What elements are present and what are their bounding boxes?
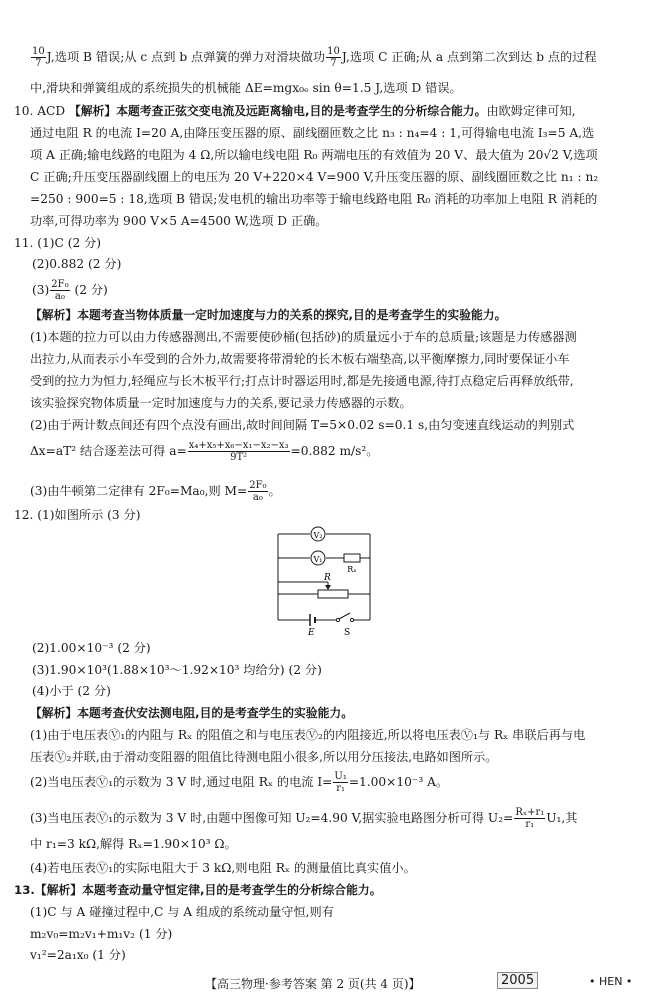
v1-label: V₁	[313, 555, 323, 564]
text-line: (1)C 与 A 碰撞过程中,C 与 A 组成的系统动量守恒,则有	[30, 905, 334, 919]
question-11-answer-3: (3) $\frac{\text{2F₀}}{\text{a₀}}$ (2 分)	[32, 279, 108, 302]
text-line: 中 r₁=3 kΩ,解得 Rₓ=1.90×10³ Ω。	[30, 837, 237, 851]
question-13-heading: 13.【解析】本题考查动量守恒定律,目的是考查学生的分析综合能力。	[14, 883, 382, 897]
text-line: 通过电阻 R 的电流 I=20 A,由降压变压器的原、副线圈匝数之比 n₃ : n₄=4 : 1,可得输电电流 I₃=5 A,选	[30, 126, 595, 140]
footer-title: 【高三物理·参考答案 第 2 页(共 4 页)】	[205, 977, 421, 991]
analysis-heading: 【解析】本题考查当物体质量一定时加速度与力的关系的探究,目的是考查学生的实验能力。	[30, 308, 507, 322]
question-11-answer-1: 11. (1)C (2 分)	[14, 236, 102, 250]
text-line: =250 : 900=5 : 18,选项 B 错误;发电机的输出功率等于输电线路电阻 R₀ 消耗的功率加上电阻 R 消耗的	[30, 192, 598, 206]
text-line: 受到的拉力为恒力,轻绳应与长木板平行;打点计时器运用时,都是先接通电源,待打点稳定后再释放纸带,	[30, 374, 574, 388]
v2-label: V₂	[313, 531, 323, 540]
question-12-answer-1: 12. (1)如图所示 (3 分)	[14, 508, 141, 522]
footer-hen: • HEN •	[589, 975, 633, 988]
text-line: (4)若电压表Ⓥ₁的实际电阻大于 3 kΩ,则电阻 Rₓ 的测量值比真实值小。	[30, 861, 416, 875]
text-line: (2)当电压表Ⓥ₁的示数为 3 V 时,通过电阻 Rₓ 的电流 I= $\frac{\text{U₁}}{\text{r₁}}$ =1.00×10⁻³ A。	[30, 771, 449, 794]
fraction: $\frac{10}{7}$	[32, 46, 45, 69]
text-line: (1)本题的拉力可以由力传感器测出,不需要使砂桶(包括砂)的质量远小于车的总质量;该题是力传感器测	[30, 330, 577, 344]
text-line: (1)由于电压表Ⓥ₁的内阻与 Rₓ 的阻值之和与电压表Ⓥ₂的内阻接近,所以将电压表Ⓥ₁与 Rₓ 串联后再与电	[30, 728, 586, 742]
fraction: $\frac{10}{7}$	[327, 46, 340, 69]
rx-label: Rₓ	[347, 565, 357, 574]
question-12-answer-3: (3)1.90×10³(1.88×10³～1.92×10³ 均给分) (2 分)	[32, 663, 322, 677]
text-line: Δx=aT² 结合逐差法可得 a= $\frac{\text{x₄+x₅+x₆−x₁−x₂−x₃}}{\text{9T²}}$ =0.882 m/s²。	[30, 440, 379, 463]
text-line: 该实验探究物体质量一定时加速度与力的关系,要记录力传感器的示数。	[30, 396, 412, 410]
text-line: 压表Ⓥ₂并联,由于滑动变阻器的阻值比待测电阻小很多,所以用分压接法,电路如图所示。	[30, 750, 498, 764]
question-11-answer-2: (2)0.882 (2 分)	[32, 257, 122, 271]
s-label: S	[344, 628, 351, 637]
text-line: $\frac{10}{7}$ J,选项 B 错误;从 c 点到 b 点弹簧的弹力对滑块做功 $\frac{10}{7}$ J,选项 C 正确;从 a 点到第二次到达 b 点的过程	[32, 46, 597, 69]
question-10-header: 10. ACD 【解析】本题考查正弦交变电流及远距离输电,目的是考查学生的分析综合能力。由欧姆定律可知,	[14, 104, 576, 118]
text-line: C 正确;升压变压器副线圈上的电压为 20 V+220×4 V=900 V,升压变压器的原、副线圈匝数之比 n₁ : n₂	[30, 170, 599, 184]
text-line: 项 A 正确;输电线路的电阻为 4 Ω,所以输电线电阻 R₀ 两端电压的有效值为 20 V、最大值为 20√2 V,选项	[30, 148, 598, 162]
text-line: 功率,可得功率为 900 V×5 A=4500 W,选项 D 正确。	[30, 214, 328, 228]
text-line: v₁²=2a₁x₀ (1 分)	[30, 948, 126, 962]
e-label: E	[308, 628, 315, 637]
r-label: R	[324, 573, 331, 583]
text-line: (3)由牛顿第二定律有 2F₀=Ma₀,则 M= $\frac{\text{2F₀}}{\text{a₀}}$ 。	[30, 480, 281, 503]
text-line: m₂v₀=m₂v₁+m₁v₂ (1 分)	[30, 927, 173, 941]
text-line: 中,滑块和弹簧组成的系统损失的机械能 ΔE=mgx₀ₑ sin θ=1.5 J,选项 D 错误。	[30, 81, 462, 95]
question-12-answer-4: (4)小于 (2 分)	[32, 684, 111, 698]
question-12-answer-2: (2)1.00×10⁻³ (2 分)	[32, 641, 151, 655]
circuit-diagram	[270, 522, 380, 637]
analysis-heading: 【解析】本题考查伏安法测电阻,目的是考查学生的实验能力。	[30, 706, 353, 720]
text-line: (3)当电压表Ⓥ₁的示数为 3 V 时,由题中图像可知 U₂=4.90 V,据实验电路图分析可得 U₂= $\frac{\text{Rₓ+r₁}}{\text{r₁}}$ U₁,其	[30, 807, 578, 830]
text-line: 出拉力,从而表示小车受到的合外力,故需要将带滑轮的长木板右端垫高,以平衡摩擦力,同时要保证小车	[30, 352, 570, 366]
text-line: (2)由于两计数点间还有四个点没有画出,故时间间隔 T=5×0.02 s=0.1 s,由匀变速直线运动的判别式	[30, 418, 575, 432]
footer-code: 2005	[497, 972, 538, 989]
